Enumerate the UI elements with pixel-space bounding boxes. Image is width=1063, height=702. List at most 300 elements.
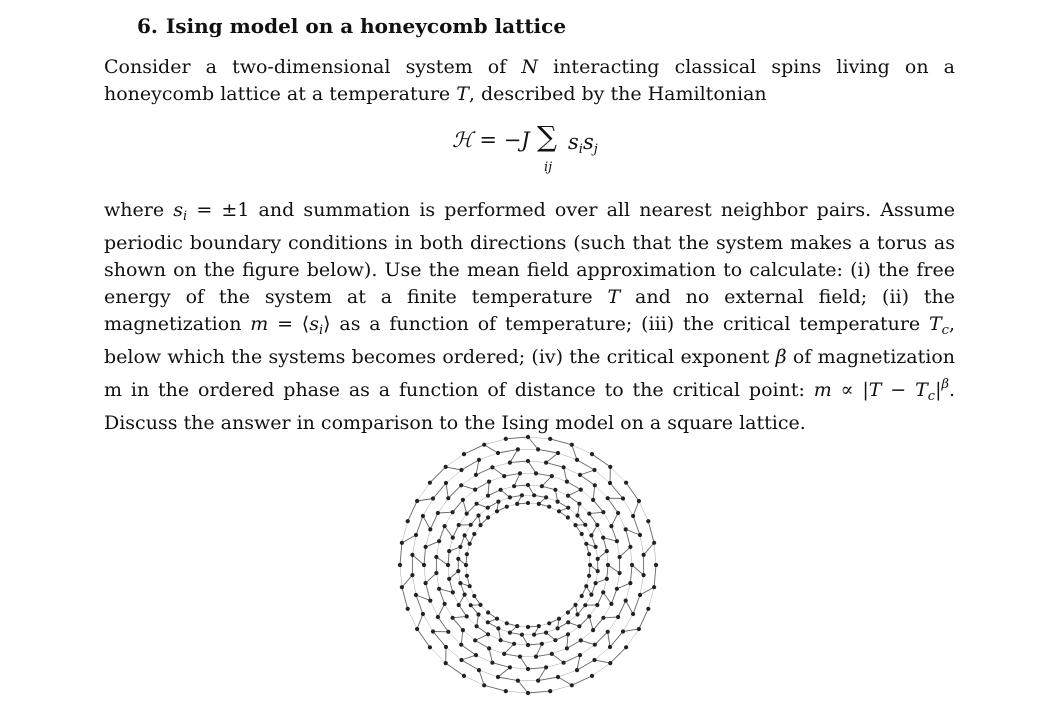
lattice-node — [601, 616, 605, 620]
lattice-node — [540, 642, 544, 646]
lattice-node — [584, 584, 588, 588]
lattice-node — [505, 621, 509, 625]
lattice-node — [461, 628, 465, 632]
lattice-node — [575, 668, 579, 672]
lattice-node — [591, 498, 595, 502]
lattice-edge — [603, 512, 611, 526]
lattice-edge — [648, 521, 654, 543]
lattice-edge — [430, 513, 438, 529]
lattice-node — [458, 545, 462, 549]
lattice-node — [447, 577, 451, 581]
lattice-edge — [626, 629, 639, 647]
lattice-node — [591, 628, 595, 632]
lattice-node — [573, 523, 577, 527]
lattice-edge — [589, 512, 603, 513]
lattice-node — [520, 493, 524, 497]
lattice-node — [580, 532, 584, 536]
lattice-edge — [462, 660, 480, 670]
lattice-edge — [640, 535, 644, 555]
lattice-node — [526, 691, 530, 695]
lattice-edge — [581, 490, 593, 500]
lattice-edge — [424, 565, 426, 583]
lattice-edge — [567, 640, 581, 648]
lattice-node — [578, 473, 582, 477]
lattice-edge — [580, 475, 595, 485]
lattice-edge — [581, 630, 593, 640]
lattice-edge — [400, 565, 402, 587]
lattice-edge — [506, 437, 528, 439]
lattice-node — [556, 500, 560, 504]
lattice-edge — [467, 504, 477, 514]
intro-text-2: interacting classical spins living on a honeycomb lattice at a temperature — [104, 56, 956, 105]
lattice-node — [557, 509, 561, 513]
lattice-node — [638, 533, 642, 537]
lattice-edge — [446, 663, 464, 676]
lattice-node — [553, 638, 557, 642]
lattice-node — [504, 437, 508, 441]
lattice-node — [575, 513, 579, 517]
lattice-edge — [608, 498, 618, 513]
lattice-edge — [423, 499, 433, 517]
lattice-edge — [630, 547, 632, 565]
lattice-node — [496, 500, 500, 504]
lattice-edge — [423, 614, 433, 632]
lattice-node — [456, 557, 460, 561]
lattice-node — [446, 630, 450, 634]
lattice-edge — [461, 485, 475, 489]
intro-text-1: Consider a two-dimensional system of — [104, 56, 522, 78]
lattice-node — [592, 468, 596, 472]
lattice-node — [652, 585, 656, 589]
lattice-node — [476, 513, 480, 517]
lattice-edge — [572, 676, 592, 685]
lattice-edge — [448, 485, 461, 498]
lattice-edge — [617, 541, 620, 557]
lattice-edge — [433, 483, 446, 499]
lattice-edge — [412, 575, 416, 595]
lattice-node — [512, 484, 516, 488]
lattice-node — [587, 552, 591, 556]
lattice-edge — [436, 541, 439, 557]
lattice-node — [465, 574, 469, 578]
lattice-edge — [430, 467, 446, 483]
lattice-node — [570, 443, 574, 447]
lattice-node — [526, 459, 530, 463]
lattice-node — [495, 617, 499, 621]
lattice-node — [451, 510, 455, 514]
lattice-node — [544, 461, 548, 465]
lattice-edge — [580, 645, 595, 655]
lattice-node — [595, 603, 599, 607]
lattice-edge — [489, 648, 492, 662]
lattice-node — [444, 661, 448, 665]
lattice-edge — [475, 640, 489, 648]
lattice-edge — [528, 437, 550, 439]
lattice-node — [630, 563, 634, 567]
lattice-node — [624, 527, 628, 531]
lattice-node — [624, 481, 628, 485]
body-text-4: = ⟨ — [268, 313, 310, 335]
lattice-node — [508, 461, 512, 465]
lattice-node — [482, 683, 486, 687]
lattice-node — [499, 488, 503, 492]
lattice-node — [443, 524, 447, 528]
lattice-edge — [445, 512, 453, 526]
lattice-node — [609, 524, 613, 528]
lattice-edge — [626, 529, 631, 547]
lattice-node — [451, 616, 455, 620]
lattice-node — [621, 629, 625, 633]
lattice-edge — [546, 463, 564, 468]
lattice-node — [536, 679, 540, 683]
lattice-node — [587, 574, 591, 578]
lattice-node — [410, 553, 414, 557]
lattice-node — [616, 615, 620, 619]
lattice-edge — [640, 575, 644, 595]
lattice-node — [548, 437, 552, 441]
lattice-node — [490, 661, 494, 665]
math-sup-beta: β — [941, 377, 949, 392]
lattice-edge — [426, 583, 431, 601]
lattice-node — [608, 465, 612, 469]
lattice-edge — [577, 655, 580, 670]
lattice-edge — [492, 663, 510, 668]
lattice-node — [579, 488, 583, 492]
body-text-1: where — [104, 199, 174, 221]
lattice-edge — [538, 449, 558, 453]
lattice-edge — [504, 644, 514, 654]
lattice-node — [631, 612, 635, 616]
lattice-edge — [514, 473, 520, 486]
lattice-edge — [608, 617, 618, 632]
lattice-node — [415, 627, 419, 631]
lattice-node — [515, 502, 519, 506]
lattice-edge — [412, 535, 416, 555]
lattice-node — [557, 617, 561, 621]
lattice-node — [486, 506, 490, 510]
lattice-node — [400, 541, 404, 545]
problem-title: Ising model on a honeycomb lattice — [165, 14, 567, 38]
lattice-node — [550, 474, 554, 478]
lattice-node — [465, 552, 469, 556]
lattice-node — [414, 533, 418, 537]
lattice-edge — [593, 618, 603, 630]
lattice-node — [478, 603, 482, 607]
lattice-node — [526, 501, 530, 505]
lattice-edge — [577, 460, 595, 470]
lattice-edge — [424, 547, 426, 565]
lattice-edge — [608, 565, 620, 573]
lattice-node — [431, 496, 435, 500]
lattice-edge — [626, 601, 633, 614]
lattice-node — [505, 505, 509, 509]
lattice-node — [436, 511, 440, 515]
lattice-edge — [536, 644, 542, 657]
lattice-node — [434, 555, 438, 559]
lattice-edge — [461, 645, 476, 655]
lattice-node — [512, 642, 516, 646]
lattice-node — [575, 612, 579, 616]
lattice-node — [444, 481, 448, 485]
lattice-edge — [568, 490, 581, 496]
lattice-edge — [528, 461, 546, 463]
math-sub-i: i — [183, 209, 188, 224]
lattice-node — [475, 502, 479, 506]
body-text-5: ⟩ as a function of temperature; (iii) the critical temperature — [323, 313, 929, 335]
honeycomb-torus-figure — [392, 432, 664, 698]
lattice-node — [458, 581, 462, 585]
math-T-2: T — [868, 379, 882, 401]
lattice-edge — [593, 500, 603, 512]
lattice-edge — [416, 595, 423, 614]
lattice-edge — [504, 473, 520, 476]
lattice-edge — [603, 604, 611, 618]
lattice-node — [415, 499, 419, 503]
lattice-edge — [433, 632, 446, 648]
lattice-node — [443, 602, 447, 606]
lattice-node — [468, 542, 472, 546]
lattice-edge — [595, 647, 611, 660]
lattice-node — [487, 646, 491, 650]
lattice-edge — [417, 483, 430, 501]
lattice-node — [504, 689, 508, 693]
lattice-node — [562, 661, 566, 665]
lattice-edge — [479, 670, 498, 677]
lattice-node — [486, 515, 490, 519]
lattice-node — [473, 638, 477, 642]
lattice-node — [406, 519, 410, 523]
lattice-edge — [654, 565, 656, 587]
lattice-node — [532, 493, 536, 497]
lattice-node — [490, 465, 494, 469]
lattice-edge — [408, 501, 417, 521]
lattice-edge — [520, 657, 528, 669]
lattice-node — [482, 443, 486, 447]
body-text-11: . Discuss the answer in comparison to the Ising model on a square lattice. — [104, 379, 956, 434]
lattice-edge — [608, 632, 610, 647]
lattice-node — [444, 645, 448, 649]
lattice-node — [422, 563, 426, 567]
lattice-edge — [439, 589, 445, 604]
lattice-edge — [436, 573, 439, 589]
body-text-2: = ±1 and summation is performed over all nearest neighbor pairs. Assume periodic boundary conditions in both directions (such that the system makes a torus as shown on the figure below). Use the mean field approximation to calculate: (i) the free energy of the system at a finite temperature — [104, 199, 955, 308]
lattice-edge — [633, 595, 640, 614]
lattice-edge — [463, 500, 467, 514]
lattice-node — [605, 577, 609, 581]
lattice-node — [580, 594, 584, 598]
lattice-edge — [610, 632, 623, 648]
lattice-edge — [439, 526, 445, 541]
lattice-node — [508, 665, 512, 669]
lattice-node — [547, 621, 551, 625]
lattice-node — [646, 519, 650, 523]
lattice-node — [465, 614, 469, 618]
lattice-edge — [461, 475, 476, 485]
lattice-node — [508, 495, 512, 499]
eq-sub-j: j — [593, 142, 598, 157]
lattice-node — [496, 626, 500, 630]
lattice-edge — [417, 614, 423, 629]
lattice-node — [436, 615, 440, 619]
lattice-edge — [536, 473, 552, 476]
lattice-node — [565, 480, 569, 484]
lattice-node — [469, 603, 473, 607]
lattice-node — [428, 527, 432, 531]
lattice-edge — [461, 630, 463, 645]
lattice-node — [516, 679, 520, 683]
lattice-edge — [595, 660, 611, 663]
lattice-edge — [475, 634, 488, 640]
lattice-node — [398, 563, 402, 567]
lattice-node — [515, 624, 519, 628]
lattice-node — [596, 557, 600, 561]
lattice-edge — [463, 630, 475, 640]
lattice-node — [475, 624, 479, 628]
lattice-edge — [498, 677, 518, 681]
lattice-node — [474, 473, 478, 477]
lattice-edge — [446, 483, 448, 498]
lattice-node — [577, 624, 581, 628]
problem-number: 6. — [137, 14, 158, 38]
lattice-node — [566, 610, 570, 614]
lattice-node — [577, 502, 581, 506]
lattice-edge — [639, 609, 648, 629]
lattice-edge — [462, 655, 477, 660]
lattice-node — [579, 638, 583, 642]
lattice-node — [459, 658, 463, 662]
lattice-edge — [603, 592, 611, 604]
sum-index: ij — [544, 160, 553, 175]
lattice-node — [518, 655, 522, 659]
problem-heading — [137, 14, 566, 38]
lattice-node — [594, 545, 598, 549]
lattice-node — [406, 607, 410, 611]
lattice-node — [596, 569, 600, 573]
lattice-edge — [510, 461, 528, 463]
lattice-node — [446, 563, 450, 567]
lattice-node — [608, 645, 612, 649]
lattice-edge — [620, 547, 631, 557]
math-s: s — [173, 199, 183, 221]
lattice-edge — [436, 557, 448, 565]
body-text-3: and no external field; (ii) the magnetization — [104, 286, 956, 335]
lattice-edge — [464, 445, 484, 454]
lattice-node — [464, 563, 468, 567]
lattice-node — [609, 602, 613, 606]
lattice-edge — [632, 565, 644, 575]
lattice-edge — [446, 470, 462, 483]
lattice-edge — [467, 616, 477, 626]
lattice-edge — [610, 483, 623, 499]
lattice-node — [534, 655, 538, 659]
lattice-edge — [402, 535, 416, 543]
lattice-edge — [426, 573, 437, 583]
lattice-edge — [630, 565, 632, 583]
lattice-edge — [579, 616, 589, 626]
eq-s-i: s — [568, 130, 579, 154]
lattice-node — [589, 533, 593, 537]
lattice-edge — [528, 437, 538, 449]
lattice-edge — [567, 634, 568, 648]
body-text-6: , below which the systems becomes ordered; (iv) the critical exponent — [104, 313, 955, 368]
lattice-node — [508, 631, 512, 635]
lattice-node — [462, 452, 466, 456]
lattice-node — [606, 496, 610, 500]
lattice-node — [534, 471, 538, 475]
lattice-edge — [567, 482, 581, 490]
lattice-node — [616, 511, 620, 515]
lattice-node — [526, 483, 530, 487]
lattice-edge — [611, 589, 617, 604]
lattice-edge — [430, 647, 446, 663]
lattice-node — [486, 494, 490, 498]
lattice-node — [424, 545, 428, 549]
lattice-edge — [400, 543, 402, 565]
equation-terms — [568, 130, 598, 157]
math-N: N — [521, 56, 539, 78]
lattice-node — [575, 458, 579, 462]
math-s-2: s — [309, 313, 319, 335]
body-text-7: of magnetization m in the ordered phase as a function of distance to the critical point: — [104, 346, 955, 401]
lattice-edge — [592, 663, 610, 676]
lattice-node — [608, 481, 612, 485]
lattice-node — [421, 514, 425, 518]
lattice-edge — [552, 648, 567, 654]
lattice-node — [638, 593, 642, 597]
lattice-node — [502, 652, 506, 656]
lattice-edge — [484, 445, 498, 453]
math-T-1: T — [607, 286, 621, 308]
lattice-node — [573, 603, 577, 607]
lattice-node — [444, 465, 448, 469]
lattice-edge — [504, 654, 520, 657]
lattice-edge — [546, 663, 564, 668]
lattice-node — [473, 488, 477, 492]
lattice-edge — [626, 583, 631, 601]
lattice-node — [537, 502, 541, 506]
lattice-edge — [564, 467, 567, 481]
lattice-edge — [654, 543, 656, 565]
math-m: m — [250, 313, 269, 335]
lattice-node — [566, 632, 570, 636]
lattice-node — [465, 512, 469, 516]
lattice-edge — [558, 670, 577, 677]
lattice-edge — [640, 587, 654, 595]
lattice-node — [478, 523, 482, 527]
lattice-edge — [542, 476, 552, 486]
lattice-edge — [510, 667, 528, 669]
lattice-node — [526, 643, 530, 647]
lattice-node — [615, 587, 619, 591]
lattice-edge — [438, 498, 448, 513]
lattice-node — [461, 498, 465, 502]
lattice-edge — [417, 499, 433, 502]
lattice-edge — [453, 616, 467, 617]
lattice-edge — [633, 516, 640, 535]
lattice-node — [495, 509, 499, 513]
math-Tc-2: T — [915, 379, 928, 401]
math-T: T — [456, 83, 469, 105]
lattice-node — [618, 571, 622, 575]
math-m-2: m — [813, 379, 832, 401]
lattice-edge — [506, 691, 528, 693]
lattice-edge — [492, 463, 510, 468]
lattice-edge — [611, 513, 618, 526]
lattice-edge — [633, 501, 639, 516]
lattice-edge — [580, 470, 595, 475]
lattice-node — [446, 496, 450, 500]
lattice-edge — [552, 476, 567, 482]
